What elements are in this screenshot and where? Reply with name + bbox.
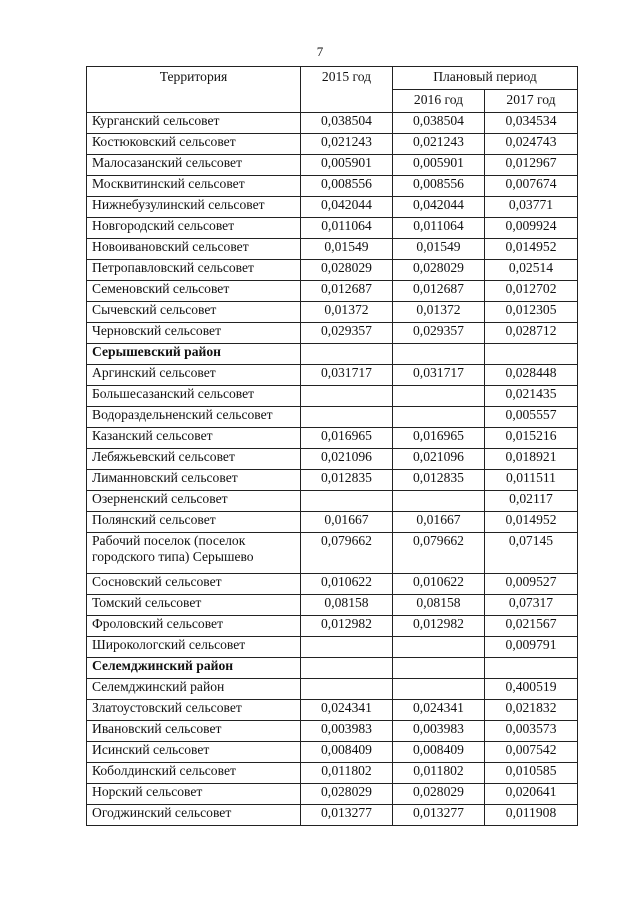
territory-name-cell: Курганский сельсовет [87,113,301,134]
value-2016-cell: 0,038504 [393,113,485,134]
territory-name-cell: Аргинский сельсовет [87,365,301,386]
table-row [87,281,578,302]
table-row [87,679,578,700]
value-2016-cell: 0,010622 [393,574,485,595]
value-2015-cell: 0,008409 [301,742,393,763]
value-2016-cell: 0,008409 [393,742,485,763]
territory-name-cell: Большесазанский сельсовет [87,386,301,407]
value-2017-cell: 0,021567 [485,616,578,637]
value-2015-cell: 0,011802 [301,763,393,784]
table-row [87,491,578,512]
value-2017-cell: 0,012967 [485,155,578,176]
value-2017-cell: 0,011908 [485,805,578,826]
territory-name-cell: Лебяжьевский сельсовет [87,449,301,470]
territory-name-cell: Черновский сельсовет [87,323,301,344]
territory-name-cell: Петропавловский сельсовет [87,260,301,281]
table-row [87,239,578,260]
value-2016-cell [393,637,485,658]
territory-name-cell: Костюковский сельсовет [87,134,301,155]
territory-name-cell: Ивановский сельсовет [87,721,301,742]
value-2017-cell: 0,009924 [485,218,578,239]
value-2016-cell [393,386,485,407]
region-row [87,658,578,679]
territory-name-cell: Озерненский сельсовет [87,491,301,512]
value-2017-cell: 0,014952 [485,239,578,260]
value-2017-cell: 0,03771 [485,197,578,218]
value-2015-cell: 0,010622 [301,574,393,595]
value-2015-cell [301,491,393,512]
value-2017-cell: 0,024743 [485,134,578,155]
table-row [87,595,578,616]
value-2017-cell: 0,009527 [485,574,578,595]
value-2015-cell: 0,021096 [301,449,393,470]
table-row [87,805,578,826]
value-2016-cell: 0,031717 [393,365,485,386]
table-row [87,113,578,134]
value-2015-cell: 0,008556 [301,176,393,197]
header-2015: 2015 год [301,67,393,113]
table-row [87,155,578,176]
header-2016: 2016 год [393,90,485,113]
territory-name-cell: Норский сельсовет [87,784,301,805]
value-2017-cell: 0,034534 [485,113,578,134]
value-2016-cell: 0,029357 [393,323,485,344]
value-2015-cell: 0,031717 [301,365,393,386]
table-row [87,742,578,763]
page-number: 7 [316,44,324,59]
value-2015-cell: 0,01549 [301,239,393,260]
table-row [87,386,578,407]
value-2016-cell: 0,08158 [393,595,485,616]
table-row [87,616,578,637]
table-row [87,470,578,491]
territory-name-cell: Полянский сельсовет [87,512,301,533]
value-2017-cell: 0,018921 [485,449,578,470]
territory-name-cell: Сосновский сельсовет [87,574,301,595]
value-2017-cell: 0,02117 [485,491,578,512]
value-2016-cell [393,407,485,428]
table-row [87,407,578,428]
value-2017-cell: 0,012305 [485,302,578,323]
value-2017-cell: 0,400519 [485,679,578,700]
table-row [87,721,578,742]
value-2016-cell: 0,021096 [393,449,485,470]
territory-name-cell: Семеновский сельсовет [87,281,301,302]
value-2016-cell: 0,079662 [393,533,485,574]
value-2016-cell: 0,042044 [393,197,485,218]
value-2017-cell: 0,010585 [485,763,578,784]
header-2017: 2017 год [485,90,578,113]
value-2016-cell: 0,013277 [393,805,485,826]
territory-name-cell: Казанский сельсовет [87,428,301,449]
value-2016-cell: 0,016965 [393,428,485,449]
territory-name-cell: Фроловский сельсовет [87,616,301,637]
table-row [87,302,578,323]
value-2015-cell: 0,042044 [301,197,393,218]
table-row [87,260,578,281]
territory-name-cell: Сычевский сельсовет [87,302,301,323]
territory-name-cell: Селемджинский район [87,658,301,679]
territory-name-cell: Огоджинский сельсовет [87,805,301,826]
table-row [87,574,578,595]
territory-name-cell: Нижнебузулинский сельсовет [87,197,301,218]
value-2017-cell: 0,007542 [485,742,578,763]
table-body [87,113,578,826]
table-row [87,428,578,449]
territory-name-cell: Томский сельсовет [87,595,301,616]
value-2015-cell: 0,079662 [301,533,393,574]
value-2015-cell: 0,021243 [301,134,393,155]
value-2017-cell: 0,07145 [485,533,578,574]
header-territory: Территория [87,67,301,113]
value-2015-cell [301,658,393,679]
value-2015-cell: 0,029357 [301,323,393,344]
value-2016-cell: 0,003983 [393,721,485,742]
territory-name-cell: Исинский сельсовет [87,742,301,763]
value-2015-cell: 0,011064 [301,218,393,239]
value-2016-cell: 0,012687 [393,281,485,302]
value-2016-cell: 0,012835 [393,470,485,491]
value-2015-cell: 0,024341 [301,700,393,721]
value-2016-cell: 0,01372 [393,302,485,323]
territory-name-cell: Рабочий поселок (поселок городского типа) Серышево [87,533,301,574]
value-2015-cell: 0,028029 [301,784,393,805]
territory-name-cell: Серышевский район [87,344,301,365]
value-2015-cell: 0,01667 [301,512,393,533]
value-2017-cell: 0,021435 [485,386,578,407]
table-row [87,176,578,197]
value-2016-cell: 0,028029 [393,784,485,805]
value-2017-cell: 0,02514 [485,260,578,281]
value-2016-cell [393,679,485,700]
table-row [87,700,578,721]
territory-name-cell: Новоивановский сельсовет [87,239,301,260]
territory-name-cell: Коболдинский сельсовет [87,763,301,784]
value-2015-cell: 0,005901 [301,155,393,176]
value-2015-cell: 0,028029 [301,260,393,281]
value-2017-cell: 0,028712 [485,323,578,344]
value-2016-cell: 0,021243 [393,134,485,155]
value-2016-cell: 0,008556 [393,176,485,197]
value-2016-cell: 0,028029 [393,260,485,281]
value-2017-cell: 0,020641 [485,784,578,805]
value-2015-cell: 0,016965 [301,428,393,449]
value-2017-cell [485,344,578,365]
value-2015-cell: 0,08158 [301,595,393,616]
value-2016-cell: 0,011064 [393,218,485,239]
value-2016-cell: 0,01549 [393,239,485,260]
territory-name-cell: Лиманновский сельсовет [87,470,301,491]
value-2017-cell: 0,011511 [485,470,578,491]
territory-table [86,66,578,826]
territory-name-cell: Златоустовский сельсовет [87,700,301,721]
value-2015-cell [301,407,393,428]
table-row [87,134,578,155]
table-row [87,533,578,574]
value-2016-cell: 0,005901 [393,155,485,176]
value-2016-cell: 0,011802 [393,763,485,784]
table-row [87,218,578,239]
territory-name-cell: Малосазанский сельсовет [87,155,301,176]
value-2017-cell: 0,07317 [485,595,578,616]
territory-name-cell: Новгородский сельсовет [87,218,301,239]
value-2015-cell [301,679,393,700]
header-planned-period: Плановый период [393,67,578,90]
value-2017-cell: 0,003573 [485,721,578,742]
value-2015-cell [301,386,393,407]
value-2016-cell [393,658,485,679]
value-2015-cell: 0,012687 [301,281,393,302]
value-2015-cell: 0,01372 [301,302,393,323]
table-row [87,637,578,658]
value-2017-cell: 0,021832 [485,700,578,721]
value-2017-cell [485,658,578,679]
region-row [87,344,578,365]
value-2015-cell [301,344,393,365]
territory-name-cell: Водораздельненский сельсовет [87,407,301,428]
value-2016-cell: 0,024341 [393,700,485,721]
territory-name-cell: Москвитинский сельсовет [87,176,301,197]
value-2017-cell: 0,007674 [485,176,578,197]
value-2017-cell: 0,009791 [485,637,578,658]
table-row [87,365,578,386]
value-2015-cell: 0,012835 [301,470,393,491]
value-2015-cell: 0,013277 [301,805,393,826]
table-row [87,449,578,470]
value-2016-cell [393,491,485,512]
table-row [87,323,578,344]
table-row [87,197,578,218]
table-row [87,763,578,784]
table-row [87,512,578,533]
territory-name-cell: Широкологский сельсовет [87,637,301,658]
value-2017-cell: 0,014952 [485,512,578,533]
value-2016-cell [393,344,485,365]
value-2017-cell: 0,005557 [485,407,578,428]
value-2015-cell: 0,012982 [301,616,393,637]
table-row [87,784,578,805]
value-2016-cell: 0,01667 [393,512,485,533]
value-2015-cell: 0,003983 [301,721,393,742]
value-2017-cell: 0,028448 [485,365,578,386]
value-2015-cell [301,637,393,658]
value-2017-cell: 0,012702 [485,281,578,302]
territory-name-cell: Селемджинский район [87,679,301,700]
value-2016-cell: 0,012982 [393,616,485,637]
value-2017-cell: 0,015216 [485,428,578,449]
value-2015-cell: 0,038504 [301,113,393,134]
